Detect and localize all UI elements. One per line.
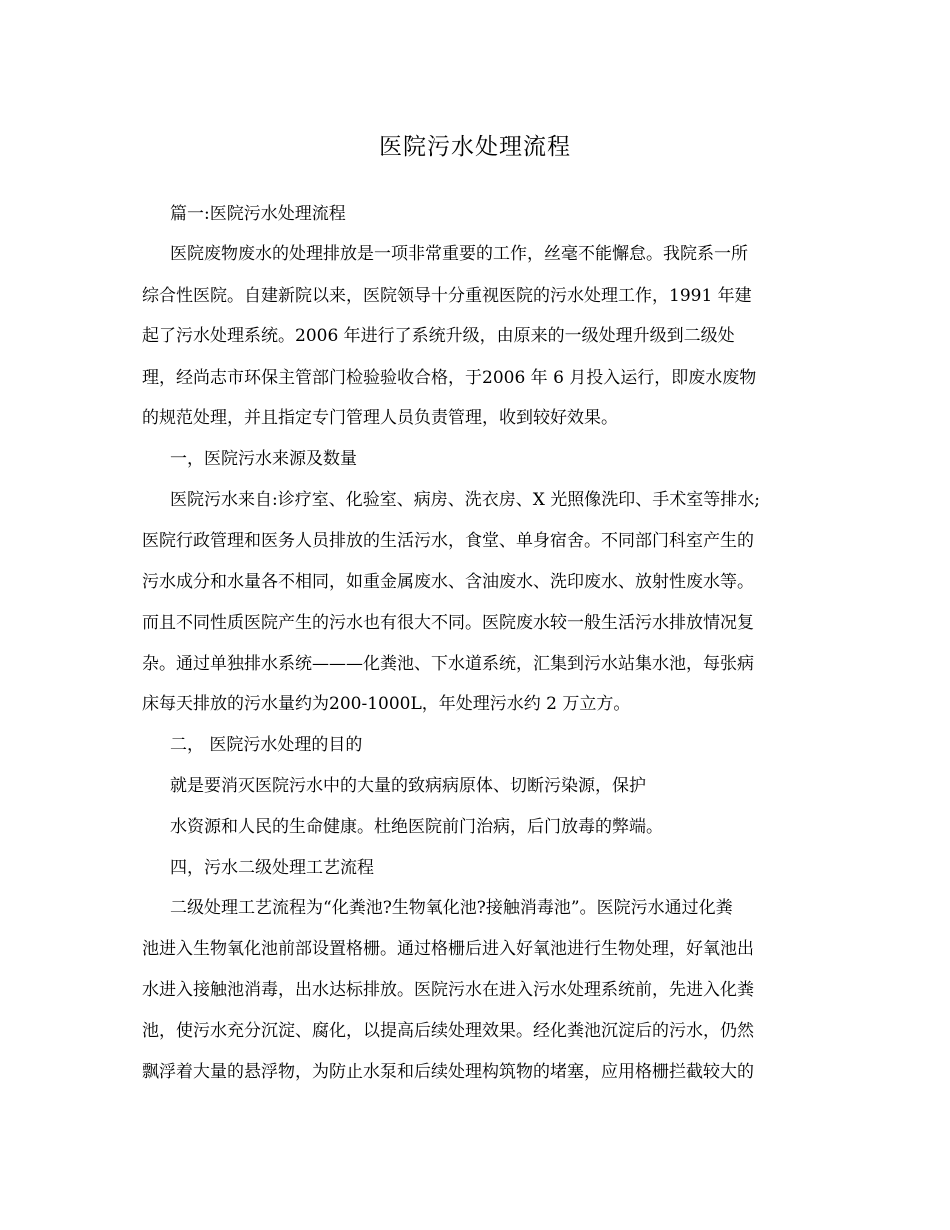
paragraph-line: 医院废物废水的处理排放是一项非常重要的工作，丝毫不能懈怠。我院系一所 [170, 244, 748, 264]
paragraph-line: 起了污水处理系统。2006 年进行了系统升级，由原来的一级处理升级到二级处 [142, 326, 735, 346]
paragraph-line: 而且不同性质医院产生的污水也有很大不同。医院废水较一般生活污水排放情况复 [142, 613, 754, 633]
paragraph-line: 水资源和人民的生命健康。杜绝医院前门治病，后门放毒的弊端。 [170, 817, 663, 837]
paragraph-line: 床每天排放的污水量约为200-1000L，年处理污水约 2 万立方。 [142, 694, 631, 714]
paragraph-line: 医院污水来自:诊疗室、化验室、病房、洗衣房、X 光照像洗印、手术室等排水; [170, 490, 760, 510]
paragraph-line: 杂。通过单独排水系统———化粪池、下水道系统，汇集到污水站集水池，每张病 [142, 654, 754, 674]
paragraph-line: 水进入接触池消毒，出水达标排放。医院污水在进入污水处理系统前，先进入化粪 [142, 980, 754, 1000]
paragraph-line: 理，经尚志市环保主管部门检验验收合格，于2006 年 6 月投入运行，即废水废物 [142, 368, 757, 388]
paragraph-line: 污水成分和水量各不相同，如重金属废水、含油废水、洗印废水、放射性废水等。 [142, 572, 754, 592]
paragraph-line: 就是要消灭医院污水中的大量的致病病原体、切断污染源，保护 [170, 776, 646, 796]
section-heading: 二， 医院污水处理的目的 [170, 735, 363, 755]
section-heading: 四，污水二级处理工艺流程 [170, 858, 374, 878]
paragraph-line: 池，使污水充分沉淀、腐化，以提高后续处理效果。经化粪池沉淀后的污水，仍然 [142, 1021, 754, 1041]
section-heading: 一，医院污水来源及数量 [170, 449, 357, 469]
paragraph-line: 综合性医院。自建新院以来，医院领导十分重视医院的污水处理工作，1991 年建 [142, 286, 752, 306]
paragraph-line: 二级处理工艺流程为“化粪池?生物氧化池?接触消毒池”。医院污水通过化粪 [170, 898, 733, 918]
paragraph-line: 的规范处理，并且指定专门管理人员负责管理，收到较好效果。 [142, 408, 618, 428]
paragraph-line: 飘浮着大量的悬浮物，为防止水泵和后续处理构筑物的堵塞，应用格栅拦截较大的 [142, 1062, 754, 1082]
paragraph-line: 池进入生物氧化池前部设置格栅。通过格栅后进入好氧池进行生物处理，好氧池出 [142, 939, 754, 959]
paragraph-line: 篇一:医院污水处理流程 [170, 204, 346, 224]
document-title: 医院污水处理流程 [379, 134, 571, 160]
paragraph-line: 医院行政管理和医务人员排放的生活污水，食堂、单身宿舍。不同部门科室产生的 [142, 531, 754, 551]
